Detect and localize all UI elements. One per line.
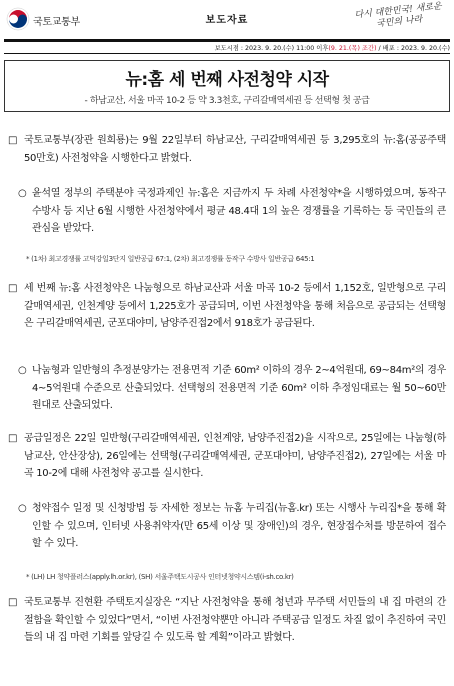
circle-bullet-icon: ○ bbox=[18, 188, 27, 199]
paragraph-4 bbox=[8, 362, 446, 415]
footnote-1: * (1차) 최고경쟁률 고덕강일3단지 일반공급 67:1, (2차) 최고경쟁률 동작구 수방사 일반공급 645:1 bbox=[26, 255, 315, 263]
paragraph-text: 청약접수 일정 및 신청방법 등 자세한 정보는 뉴홈 누리집(뉴홈.kr) 또는 시행사 누리집*을 통해 확인할 수 있으며, 인터넷 사용취약자(만 65세 이상 및 장애인)의 경우, 현장접수처를 방문하여 접수할 수 있다. bbox=[32, 503, 446, 549]
footnote-2: * (LH) LH 청약플러스(apply.lh.or.kr), (SH) 서울주택도시공사 인터넷청약시스템(i-sh.co.kr) bbox=[26, 573, 294, 581]
press-release-label: 보도자료 bbox=[205, 15, 249, 26]
paragraph-text: 국토교통부(장관 원희룡)는 9월 22일부터 하남교산, 구리갈매역세권 등 3,295호의 뉴:홈(공공주택 50만호) 사전청약을 시행한다고 밝혔다. bbox=[24, 135, 446, 164]
paragraph-6 bbox=[8, 500, 446, 553]
circle-bullet-icon: ○ bbox=[18, 365, 27, 376]
title-box bbox=[4, 60, 450, 112]
paragraph-2 bbox=[8, 185, 446, 238]
square-bullet-icon: □ bbox=[8, 433, 18, 444]
circle-bullet-icon: ○ bbox=[18, 503, 27, 514]
paragraph-text: 나눔형과 일반형의 추정분양가는 전용면적 기준 60m² 이하의 경우 2~4억원대, 69~84m²의 경우 4~5억원대 수준으로 산출되었다. 선택형의 전용면적 기준 60m² 이하 추정임대료는 월 50~60만원대로 산출되었다. bbox=[32, 365, 446, 411]
paragraph-text: 세 번째 뉴:홈 사전청약은 나눔형으로 하남교산과 서울 마곡 10-2 등에서 1,152호, 일반형으로 구리갈매역세권, 인천계양 등에서 1,225호가 공급되며, 이번 사전청약을 통해 처음으로 공급되는 선택형은 구리갈매역세권, 군포대야미, 남양주진접2에서 918호가 공급된다. bbox=[24, 283, 446, 329]
paragraph-text: 공급일정은 22일 일반형(구리갈매역세권, 인천계양, 남양주진접2)을 시작으로, 25일에는 나눔형(하남교산, 안산장상), 26일에는 선택형(구리갈매역세권, 군포대야미, 남양주진접2), 27일에는 서울 마곡 10-2에 대해 사전청약 공고를 실시한다. bbox=[24, 433, 446, 479]
distribution-date: / 배포 : 2023. 9. 20.(수) bbox=[376, 45, 450, 52]
embargo-time: 보도시점 : 2023. 9. 20.(수) 11:00 이후 bbox=[214, 45, 329, 52]
paragraph-5 bbox=[8, 430, 446, 483]
square-bullet-icon: □ bbox=[8, 135, 18, 146]
paragraph-text: 윤석열 정부의 주택분야 국정과제인 뉴:홈은 지금까지 두 차례 사전청약*을 시행하였으며, 동작구 수방사 등 지난 6월 시행한 사전청약에서 평균 48.4대 1의 높은 경쟁률을 기록하는 등 국민들의 큰 관심을 받았다. bbox=[32, 188, 446, 234]
ministry-name: 국토교통부 bbox=[33, 17, 80, 28]
header-rule bbox=[4, 39, 450, 42]
header bbox=[4, 1, 450, 34]
square-bullet-icon: □ bbox=[8, 283, 18, 294]
page-subtitle: - 하남교산, 서울 마곡 10-2 등 약 3.3천호, 구리갈매역세권 등 선택형 첫 공급 bbox=[84, 96, 370, 106]
embargo-line bbox=[4, 43, 450, 52]
embargo-rule bbox=[4, 53, 450, 54]
paragraph-3 bbox=[8, 280, 446, 333]
paragraph-1 bbox=[8, 132, 446, 167]
paragraph-7 bbox=[8, 594, 446, 647]
square-bullet-icon: □ bbox=[8, 597, 18, 608]
embargo-paper: (9. 21.(목) 조간) bbox=[328, 45, 377, 52]
page-title: 뉴:홈 세 번째 사전청약 시작 bbox=[125, 70, 329, 90]
slogan-calligraphy: 다시 대한민국! 새로운 국민의 나라 bbox=[354, 1, 443, 30]
paragraph-text: 국토교통부 진현환 주택토지실장은 “지난 사전청약을 통해 청년과 무주택 서민들의 내 집 마련의 간절함을 확인할 수 있었다”면서, “이번 사전청약뿐만 아니라 주택공급 일정도 차질 없이 추진하여 국민들의 내 집 마련 기회를 앞당길 수 있도록 할 계획”이라고 밝혔다. bbox=[24, 597, 446, 643]
